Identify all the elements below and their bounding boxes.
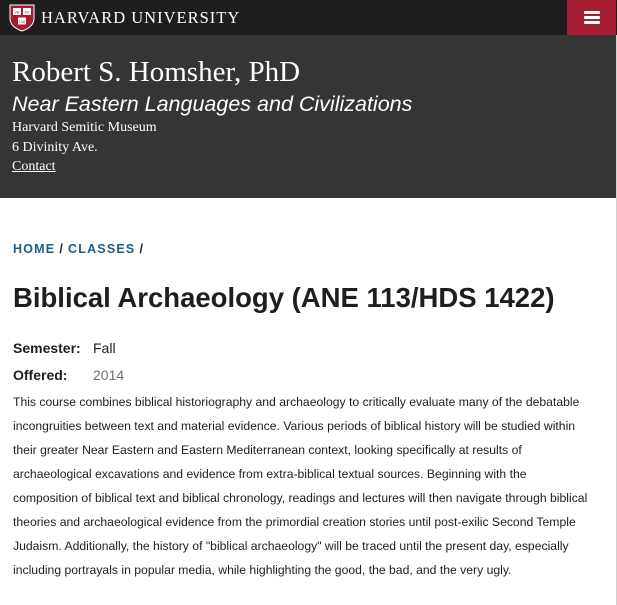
breadcrumb-separator: / [59, 242, 64, 256]
university-name: HARVARD UNIVERSITY [41, 8, 241, 27]
breadcrumb-separator: / [139, 242, 145, 256]
site-subtitle-department: Near Eastern Languages and Civilizations [12, 92, 413, 116]
breadcrumb-classes-link[interactable]: CLASSES [68, 242, 136, 256]
top-bar [0, 0, 617, 35]
contact-link[interactable]: Contact [12, 159, 56, 174]
offered-label: Offered: [13, 367, 68, 383]
shield-word-tas: TAS [18, 20, 26, 24]
shield-word-ve: VE [14, 9, 20, 15]
harvard-logo-link[interactable] [9, 5, 240, 31]
page-title: Biblical Archaeology (ANE 113/HDS 1422) [13, 282, 555, 313]
semester-value: Fall [93, 340, 116, 356]
address-line-1: Harvard Semitic Museum [12, 120, 157, 135]
hamburger-icon [584, 11, 600, 24]
shield-word-ri: RI [25, 9, 29, 15]
semester-label: Semester: [13, 340, 81, 356]
breadcrumb [13, 242, 148, 256]
site-header [0, 35, 616, 198]
menu-button[interactable] [567, 0, 616, 35]
harvard-shield-icon [9, 4, 35, 32]
breadcrumb-home-link[interactable]: HOME [13, 242, 56, 256]
address-line-2: 6 Divinity Ave. [12, 140, 98, 155]
site-title-name[interactable]: Robert S. Homsher, PhD [12, 56, 301, 88]
offered-value: 2014 [93, 367, 125, 383]
course-description: This course combines biblical historiography and archaeology to critically evaluate many of the debatable incongruities between text and material evidence. Various periods of biblical history will be studied within their greater Near Eastern and Eastern Mediterranean context, looking specifically at results of archaeological excavations and evidence from extra-biblical textual sources. Beginning with the composition of biblical text and biblical chronology, readings and lectures will then navigate through biblical theories and archaeological evidence from the primordial creation stories until post-exilic Second Temple Judaism. Additionally, the history of "biblical archaeology" will be traced until the present day, especially including portrayals in popular media, while highlighting the good, the bad, and the very ugly. [13, 395, 588, 577]
